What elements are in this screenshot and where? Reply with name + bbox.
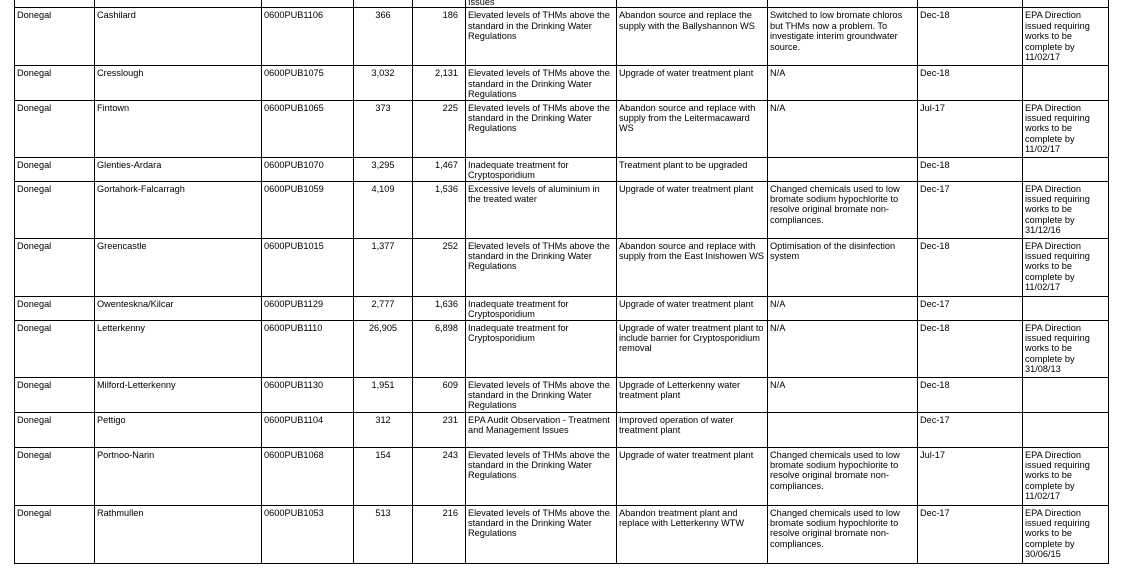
date-cell: Jul-17 [918, 100, 1023, 157]
county-cell: Donegal [15, 320, 95, 377]
issue-cell: Inadequate treatment for Cryptosporidium [466, 157, 617, 181]
date-cell: Dec-17 [918, 505, 1023, 563]
volume-cell: 225 [413, 100, 466, 157]
date-cell: Dec-18 [918, 377, 1023, 412]
direction-cell: EPA Direction issued requiring works to be complete by 30/06/15 [1023, 505, 1109, 563]
direction-cell: EPA Direction issued requiring works to be complete by 11/02/17 [1023, 8, 1109, 66]
volume-cell: 2,131 [413, 66, 466, 100]
date-cell: Jul-17 [918, 447, 1023, 505]
table-row [15, 66, 1109, 100]
table-cell [413, 0, 466, 8]
table-row [15, 377, 1109, 412]
issue-cell: Inadequate treatment for Cryptosporidium [466, 320, 617, 377]
scheme-cell: Milford-Letterkenny [95, 377, 262, 412]
population-cell: 2,777 [354, 296, 413, 320]
code-cell: 0600PUB1059 [262, 181, 354, 238]
population-cell: 366 [354, 8, 413, 66]
table-cell [617, 0, 768, 8]
code-cell: 0600PUB1106 [262, 8, 354, 66]
table-row [15, 296, 1109, 320]
population-cell: 312 [354, 412, 413, 447]
issue-cell: Elevated levels of THMs above the standard in the Drinking Water Regulations [466, 8, 617, 66]
table-cell [262, 0, 354, 8]
action-cell: Upgrade of water treatment plant [617, 181, 768, 238]
volume-cell: 609 [413, 377, 466, 412]
action-cell: Upgrade of water treatment plant [617, 66, 768, 100]
issue-cell: Elevated levels of THMs above the standard in the Drinking Water Regulations [466, 66, 617, 100]
population-cell: 4,109 [354, 181, 413, 238]
issue-cell: Elevated levels of THMs above the standard in the Drinking Water Regulations [466, 100, 617, 157]
population-cell: 26,905 [354, 320, 413, 377]
date-cell: Dec-17 [918, 296, 1023, 320]
table-cell-issue-clipped: Issues [466, 0, 617, 8]
date-cell: Dec-18 [918, 320, 1023, 377]
direction-cell: EPA Direction issued requiring works to be complete by 31/08/13 [1023, 320, 1109, 377]
county-cell: Donegal [15, 238, 95, 296]
scheme-cell: Portnoo-Narin [95, 447, 262, 505]
issue-cell: Elevated levels of THMs above the standard in the Drinking Water Regulations [466, 238, 617, 296]
action-cell: Abandon treatment plant and replace with Letterkenny WTW [617, 505, 768, 563]
table-row [15, 505, 1109, 563]
scheme-cell: Rathmullen [95, 505, 262, 563]
date-cell: Dec-18 [918, 157, 1023, 181]
date-cell: Dec-18 [918, 8, 1023, 66]
table-row [15, 320, 1109, 377]
action-cell: Upgrade of water treatment plant to include barrier for Cryptosporidium removal [617, 320, 768, 377]
population-cell: 3,295 [354, 157, 413, 181]
direction-cell [1023, 377, 1109, 412]
table-row [15, 100, 1109, 157]
date-cell: Dec-17 [918, 412, 1023, 447]
interim-cell: N/A [768, 66, 918, 100]
code-cell: 0600PUB1075 [262, 66, 354, 100]
direction-cell: EPA Direction issued requiring works to be complete by 11/02/17 [1023, 447, 1109, 505]
code-cell: 0600PUB1129 [262, 296, 354, 320]
direction-cell: EPA Direction issued requiring works to be complete by 31/12/16 [1023, 181, 1109, 238]
population-cell: 1,951 [354, 377, 413, 412]
scheme-cell: Gortahork-Falcarragh [95, 181, 262, 238]
population-cell: 1,377 [354, 238, 413, 296]
interim-cell: Changed chemicals used to low bromate sodium hypochlorite to resolve original bromate non-compliances. [768, 505, 918, 563]
direction-cell [1023, 296, 1109, 320]
scheme-cell: Cashilard [95, 8, 262, 66]
code-cell: 0600PUB1130 [262, 377, 354, 412]
date-cell: Dec-17 [918, 181, 1023, 238]
action-cell: Upgrade of water treatment plant [617, 447, 768, 505]
table-row [15, 447, 1109, 505]
code-cell: 0600PUB1110 [262, 320, 354, 377]
issue-cell: Inadequate treatment for Cryptosporidium [466, 296, 617, 320]
interim-cell: N/A [768, 320, 918, 377]
direction-cell [1023, 412, 1109, 447]
county-cell: Donegal [15, 66, 95, 100]
interim-cell: Changed chemicals used to low bromate sodium hypochlorite to resolve original bromate non-compliances. [768, 447, 918, 505]
scheme-cell: Glenties-Ardara [95, 157, 262, 181]
action-cell: Abandon source and replace the supply with the Ballyshannon WS [617, 8, 768, 66]
county-cell: Donegal [15, 100, 95, 157]
code-cell: 0600PUB1053 [262, 505, 354, 563]
scheme-cell: Fintown [95, 100, 262, 157]
table-row [15, 157, 1109, 181]
direction-cell: EPA Direction issued requiring works to be complete by 11/02/17 [1023, 100, 1109, 157]
interim-cell: Switched to low bromate chloros but THMs now a problem. To investigate interim groundwater source. [768, 8, 918, 66]
action-cell: Improved operation of water treatment plant [617, 412, 768, 447]
issue-cell: Elevated levels of THMs above the standard in the Drinking Water Regulations [466, 377, 617, 412]
date-cell: Dec-18 [918, 238, 1023, 296]
remedial-action-table [14, 0, 1109, 564]
volume-cell: 1,536 [413, 181, 466, 238]
scheme-cell: Owenteskna/Kilcar [95, 296, 262, 320]
table-cell [354, 0, 413, 8]
interim-cell: N/A [768, 296, 918, 320]
issue-cell: Elevated levels of THMs above the standard in the Drinking Water Regulations [466, 505, 617, 563]
population-cell: 373 [354, 100, 413, 157]
interim-cell: Changed chemicals used to low bromate sodium hypochlorite to resolve original bromate non-compliances. [768, 181, 918, 238]
county-cell: Donegal [15, 8, 95, 66]
table-cell [95, 0, 262, 8]
table-row [15, 181, 1109, 238]
volume-cell: 216 [413, 505, 466, 563]
table-cell [768, 0, 918, 8]
county-cell: Donegal [15, 412, 95, 447]
population-cell: 154 [354, 447, 413, 505]
county-cell: Donegal [15, 296, 95, 320]
volume-cell: 186 [413, 8, 466, 66]
action-cell: Upgrade of water treatment plant [617, 296, 768, 320]
population-cell: 513 [354, 505, 413, 563]
scheme-cell: Cresslough [95, 66, 262, 100]
county-cell: Donegal [15, 505, 95, 563]
table-row [15, 8, 1109, 66]
scheme-cell: Greencastle [95, 238, 262, 296]
volume-cell: 1,636 [413, 296, 466, 320]
code-cell: 0600PUB1015 [262, 238, 354, 296]
interim-cell: N/A [768, 377, 918, 412]
action-cell: Abandon source and replace with supply from the East Inishowen WS [617, 238, 768, 296]
action-cell: Treatment plant to be upgraded [617, 157, 768, 181]
volume-cell: 6,898 [413, 320, 466, 377]
table-cell [918, 0, 1023, 8]
county-cell: Donegal [15, 181, 95, 238]
county-cell: Donegal [15, 447, 95, 505]
interim-cell [768, 157, 918, 181]
code-cell: 0600PUB1070 [262, 157, 354, 181]
volume-cell: 231 [413, 412, 466, 447]
interim-cell: N/A [768, 100, 918, 157]
table-body [15, 0, 1109, 563]
action-cell: Abandon source and replace with supply from the Leitermacaward WS [617, 100, 768, 157]
table-row [15, 412, 1109, 447]
direction-cell [1023, 66, 1109, 100]
issue-cell: Excessive levels of aluminium in the treated water [466, 181, 617, 238]
interim-cell: Optimisation of the disinfection system [768, 238, 918, 296]
scheme-cell: Pettigo [95, 412, 262, 447]
issue-cell: Elevated levels of THMs above the standard in the Drinking Water Regulations [466, 447, 617, 505]
direction-cell [1023, 157, 1109, 181]
scheme-cell: Letterkenny [95, 320, 262, 377]
volume-cell: 243 [413, 447, 466, 505]
code-cell: 0600PUB1104 [262, 412, 354, 447]
table-row [15, 238, 1109, 296]
table-cell [1023, 0, 1109, 8]
code-cell: 0600PUB1065 [262, 100, 354, 157]
volume-cell: 252 [413, 238, 466, 296]
code-cell: 0600PUB1068 [262, 447, 354, 505]
issue-cell: EPA Audit Observation - Treatment and Management Issues [466, 412, 617, 447]
county-cell: Donegal [15, 157, 95, 181]
county-cell: Donegal [15, 377, 95, 412]
volume-cell: 1,467 [413, 157, 466, 181]
direction-cell: EPA Direction issued requiring works to be complete by 11/02/17 [1023, 238, 1109, 296]
clipped-header-row [15, 0, 1109, 8]
table-cell [15, 0, 95, 8]
date-cell: Dec-18 [918, 66, 1023, 100]
population-cell: 3,032 [354, 66, 413, 100]
action-cell: Upgrade of Letterkenny water treatment plant [617, 377, 768, 412]
interim-cell [768, 412, 918, 447]
